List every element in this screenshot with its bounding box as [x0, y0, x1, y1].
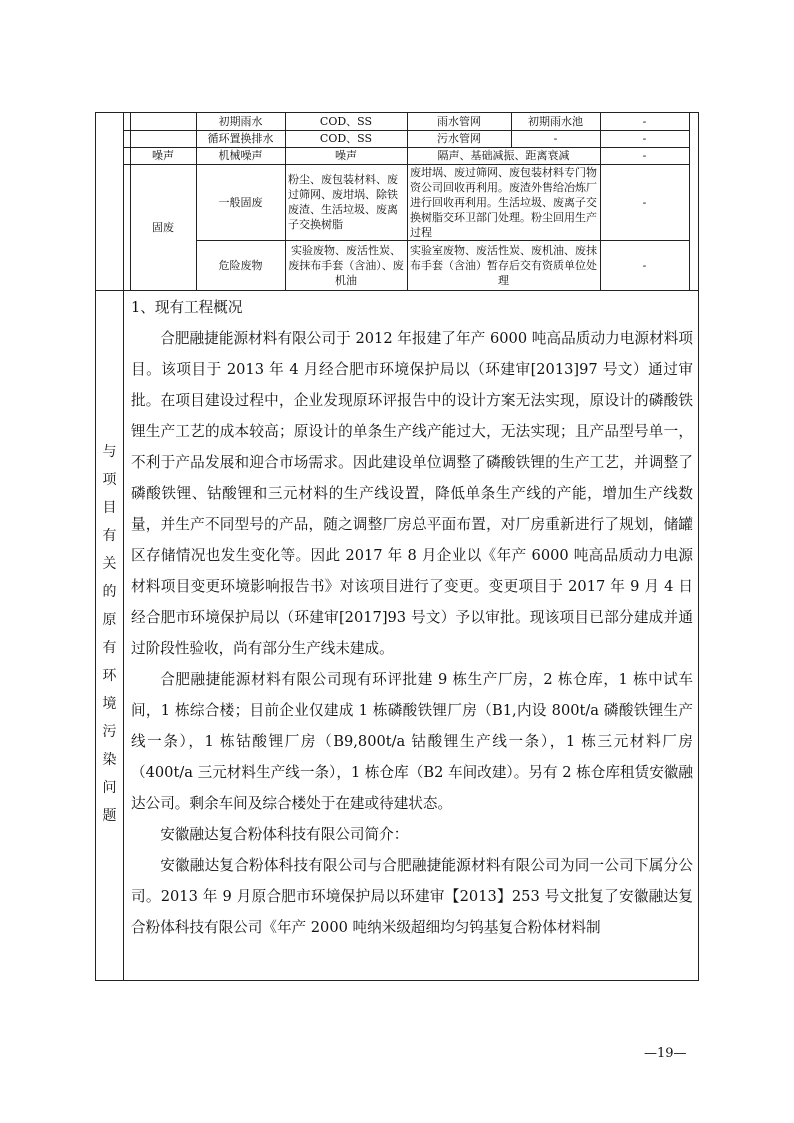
paragraph: 安徽融达复合粉体科技有限公司与合肥融捷能源材料有限公司为同一公司下属分公司。2013 年 9 月原合肥市环境保护局以环建审【2013】253 号文批复了安徽融达复合粉体科技有限公司《年产 2000 吨纳米级超细均匀钨基复合粉体材料制: [131, 857, 693, 936]
table-cell: 粉尘、废包装材料、废过筛网、废坩埚、除铁废渣、生活垃圾、废离子交换树脂: [288, 173, 398, 231]
paragraph: 安徽融达复合粉体科技有限公司简介：: [160, 826, 409, 843]
table-cell: 实验室废物、废活性炭、废机油、废抹布手套（含油）暂存后交有资质单位处理: [410, 243, 597, 287]
table-cell: COD、SS: [319, 132, 373, 145]
table-cell: 危险废物: [218, 258, 263, 272]
side-label-char: 的: [102, 584, 117, 600]
table-cell: -: [642, 258, 647, 272]
side-label: [96, 438, 123, 830]
table-cell: 循环置换排水: [207, 132, 274, 145]
table-cell: 噪声: [335, 149, 357, 162]
table-cell: 机械噪声: [218, 149, 263, 162]
table-cell: -: [642, 149, 647, 162]
side-label-char: 题: [102, 808, 117, 824]
left-column-divider: [123, 112, 124, 981]
table-cell: 初期雨水池: [528, 115, 583, 128]
section-heading: 1、现有工程概况: [131, 299, 243, 316]
table-cell: 实验废物、废活性炭、废抹布手套（含油）、废机油: [288, 243, 404, 287]
side-label-char: 与: [102, 444, 117, 460]
side-label-char: 有: [102, 528, 117, 544]
table-cell: -: [642, 115, 647, 128]
table-cell: 雨水管网: [437, 115, 481, 128]
section-body: [131, 292, 693, 943]
table-cell: -: [642, 132, 647, 145]
side-label-char: 目: [102, 500, 117, 516]
side-label-char: 问: [102, 780, 117, 796]
table-cell: -: [642, 195, 647, 209]
table-cell: 隔声、基础减振、距离衰减: [437, 149, 570, 162]
side-label-char: 染: [102, 752, 117, 768]
side-label-char: 环: [102, 668, 117, 684]
paragraph: 合肥融捷能源材料有限公司于 2012 年报建了年产 6000 吨高品质动力电源材料项目。该项目于 2013 年 4 月经合肥市环境保护局以（环建审[2013]97 号文）通过审批。在项目建设过程中，企业发现原环评报告中的设计方案无法实现，原设计的磷酸铁锂生产工艺的成本较高；原设计的单条生产线产能过大，无法实现；且产品型号单一，不利于产品发展和迎合市场需求。因此建设单位调整了磷酸铁锂的生产工艺，并调整了磷酸铁锂、钴酸锂和三元材料的生产线设置，降低单条生产线的产能，增加生产线数量，并生产不同型号的产品，随之调整厂房总平面布置，对厂房重新进行了规划，储罐区存储情况也发生变化等。因此 2017 年 8 月企业以《年产 6000 吨高品质动力电源材料项目变更环境影响报告书》对该项目进行了变更。变更项目于 2017 年 9 月 4 日经合肥市环境保护局以（环建审[2017]93 号文）予以审批。现该项目已部分建成并通过阶段性验收，尚有部分生产线未建成。: [131, 330, 693, 657]
page-number: —19—: [644, 1046, 687, 1061]
table-cell: 废坩埚、废过筛网、废包装材料专门物资公司回收再利用。废渣外售给冶炼厂进行回收再利用。生活垃圾、废离子交换树脂交环卫部门处理。粉尘回用生产过程: [410, 165, 597, 239]
side-label-char: 污: [102, 724, 117, 740]
table-rule: [689, 112, 690, 290]
side-label-char: 关: [102, 556, 117, 572]
table-rule: [95, 290, 699, 291]
table-category-cell: 固废: [152, 220, 174, 234]
side-label-char: 境: [102, 696, 117, 712]
table-cell: 初期雨水: [218, 115, 263, 128]
table-category-cell: 噪声: [152, 149, 174, 162]
table-cell: -: [553, 132, 558, 145]
side-label-char: 有: [102, 640, 117, 656]
table-cell: 一般固废: [218, 195, 263, 209]
side-label-char: 原: [102, 612, 117, 628]
table-cell: COD、SS: [319, 115, 373, 128]
table-cell: 污水管网: [437, 132, 481, 145]
side-label-char: 项: [102, 472, 117, 488]
paragraph: 合肥融捷能源材料有限公司现有环评批建 9 栋生产厂房，2 栋仓库，1 栋中试车间，1 栋综合楼；目前企业仅建成 1 栋磷酸铁锂厂房（B1,内设 800t/a 磷酸铁锂生产线一条），1 栋钴酸锂厂房（B9,800t/a 钴酸锂生产线一条），1 栋三元材料厂房（400t/a 三元材料生产线一条），1 栋仓库（B2 车间改建）。另有 2 栋仓库租赁安徽融达公司。剩余车间及综合楼处于在建或待建状态。: [131, 671, 693, 812]
